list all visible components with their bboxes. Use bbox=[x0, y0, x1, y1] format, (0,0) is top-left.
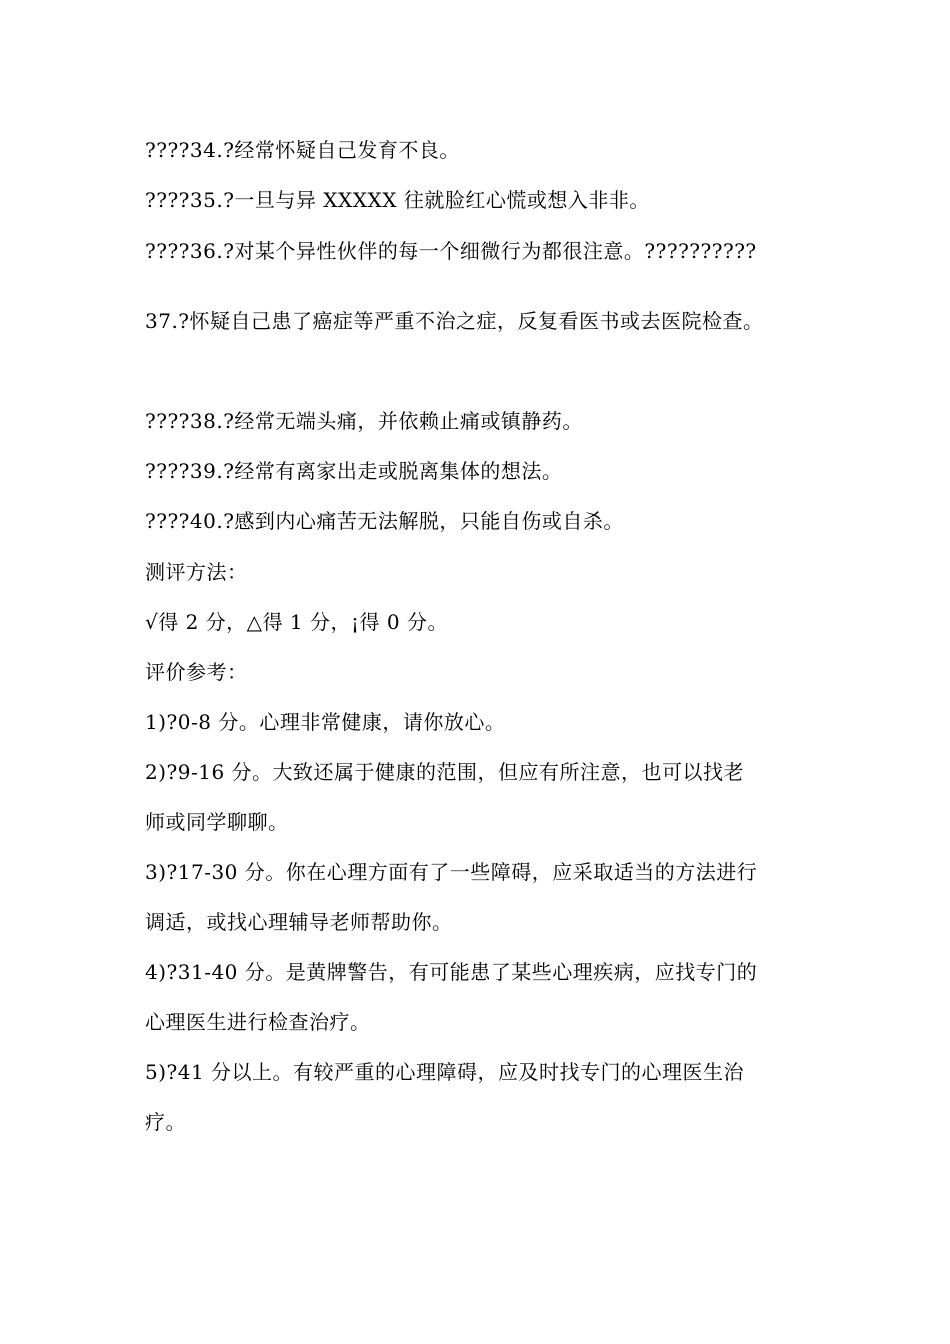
evaluation-item-4-cont: 心理医生进行检查治疗。 bbox=[145, 1010, 371, 1034]
evaluation-heading: 评价参考： bbox=[145, 660, 248, 684]
evaluation-item-2-cont: 师或同学聊聊。 bbox=[145, 810, 289, 834]
evaluation-item-2: 2)?9-16 分。大致还属于健康的范围，但应有所注意，也可以找老 bbox=[145, 760, 745, 784]
evaluation-item-4: 4)?31-40 分。是黄牌警告，有可能患了某些心理疾病，应找专门的 bbox=[145, 960, 758, 984]
evaluation-item-3: 3)?17-30 分。你在心理方面有了一些障碍，应采取适当的方法进行 bbox=[145, 860, 758, 884]
item-37: 37.?怀疑自己患了癌症等严重不治之症，反复看医书或去医院检查。 bbox=[145, 309, 764, 333]
evaluation-item-3-cont: 调适，或找心理辅导老师帮助你。 bbox=[145, 910, 453, 934]
item-40: ????40.?感到内心痛苦无法解脱，只能自伤或自杀。 bbox=[145, 509, 624, 533]
item-38: ????38.?经常无端头痛，并依赖止痛或镇静药。 bbox=[145, 409, 583, 433]
evaluation-item-5: 5)?41 分以上。有较严重的心理障碍，应及时找专门的心理医生治 bbox=[145, 1060, 745, 1084]
item-36: ????36.?对某个异性伙伴的每一个细微行为都很注意。?????????? bbox=[145, 239, 757, 263]
evaluation-item-5-cont: 疗。 bbox=[145, 1110, 186, 1134]
item-39: ????39.?经常有离家出走或脱离集体的想法。 bbox=[145, 459, 563, 483]
item-34: ????34.?经常怀疑自己发育不良。 bbox=[145, 138, 460, 162]
scoring-method-heading: 测评方法： bbox=[145, 560, 248, 584]
evaluation-item-1: 1)?0-8 分。心理非常健康，请你放心。 bbox=[145, 710, 506, 734]
item-35: ????35.?一旦与异 XXXXX 往就脸红心慌或想入非非。 bbox=[145, 188, 650, 212]
scoring-rule: √得 2 分，△得 1 分，¡得 0 分。 bbox=[145, 610, 448, 634]
